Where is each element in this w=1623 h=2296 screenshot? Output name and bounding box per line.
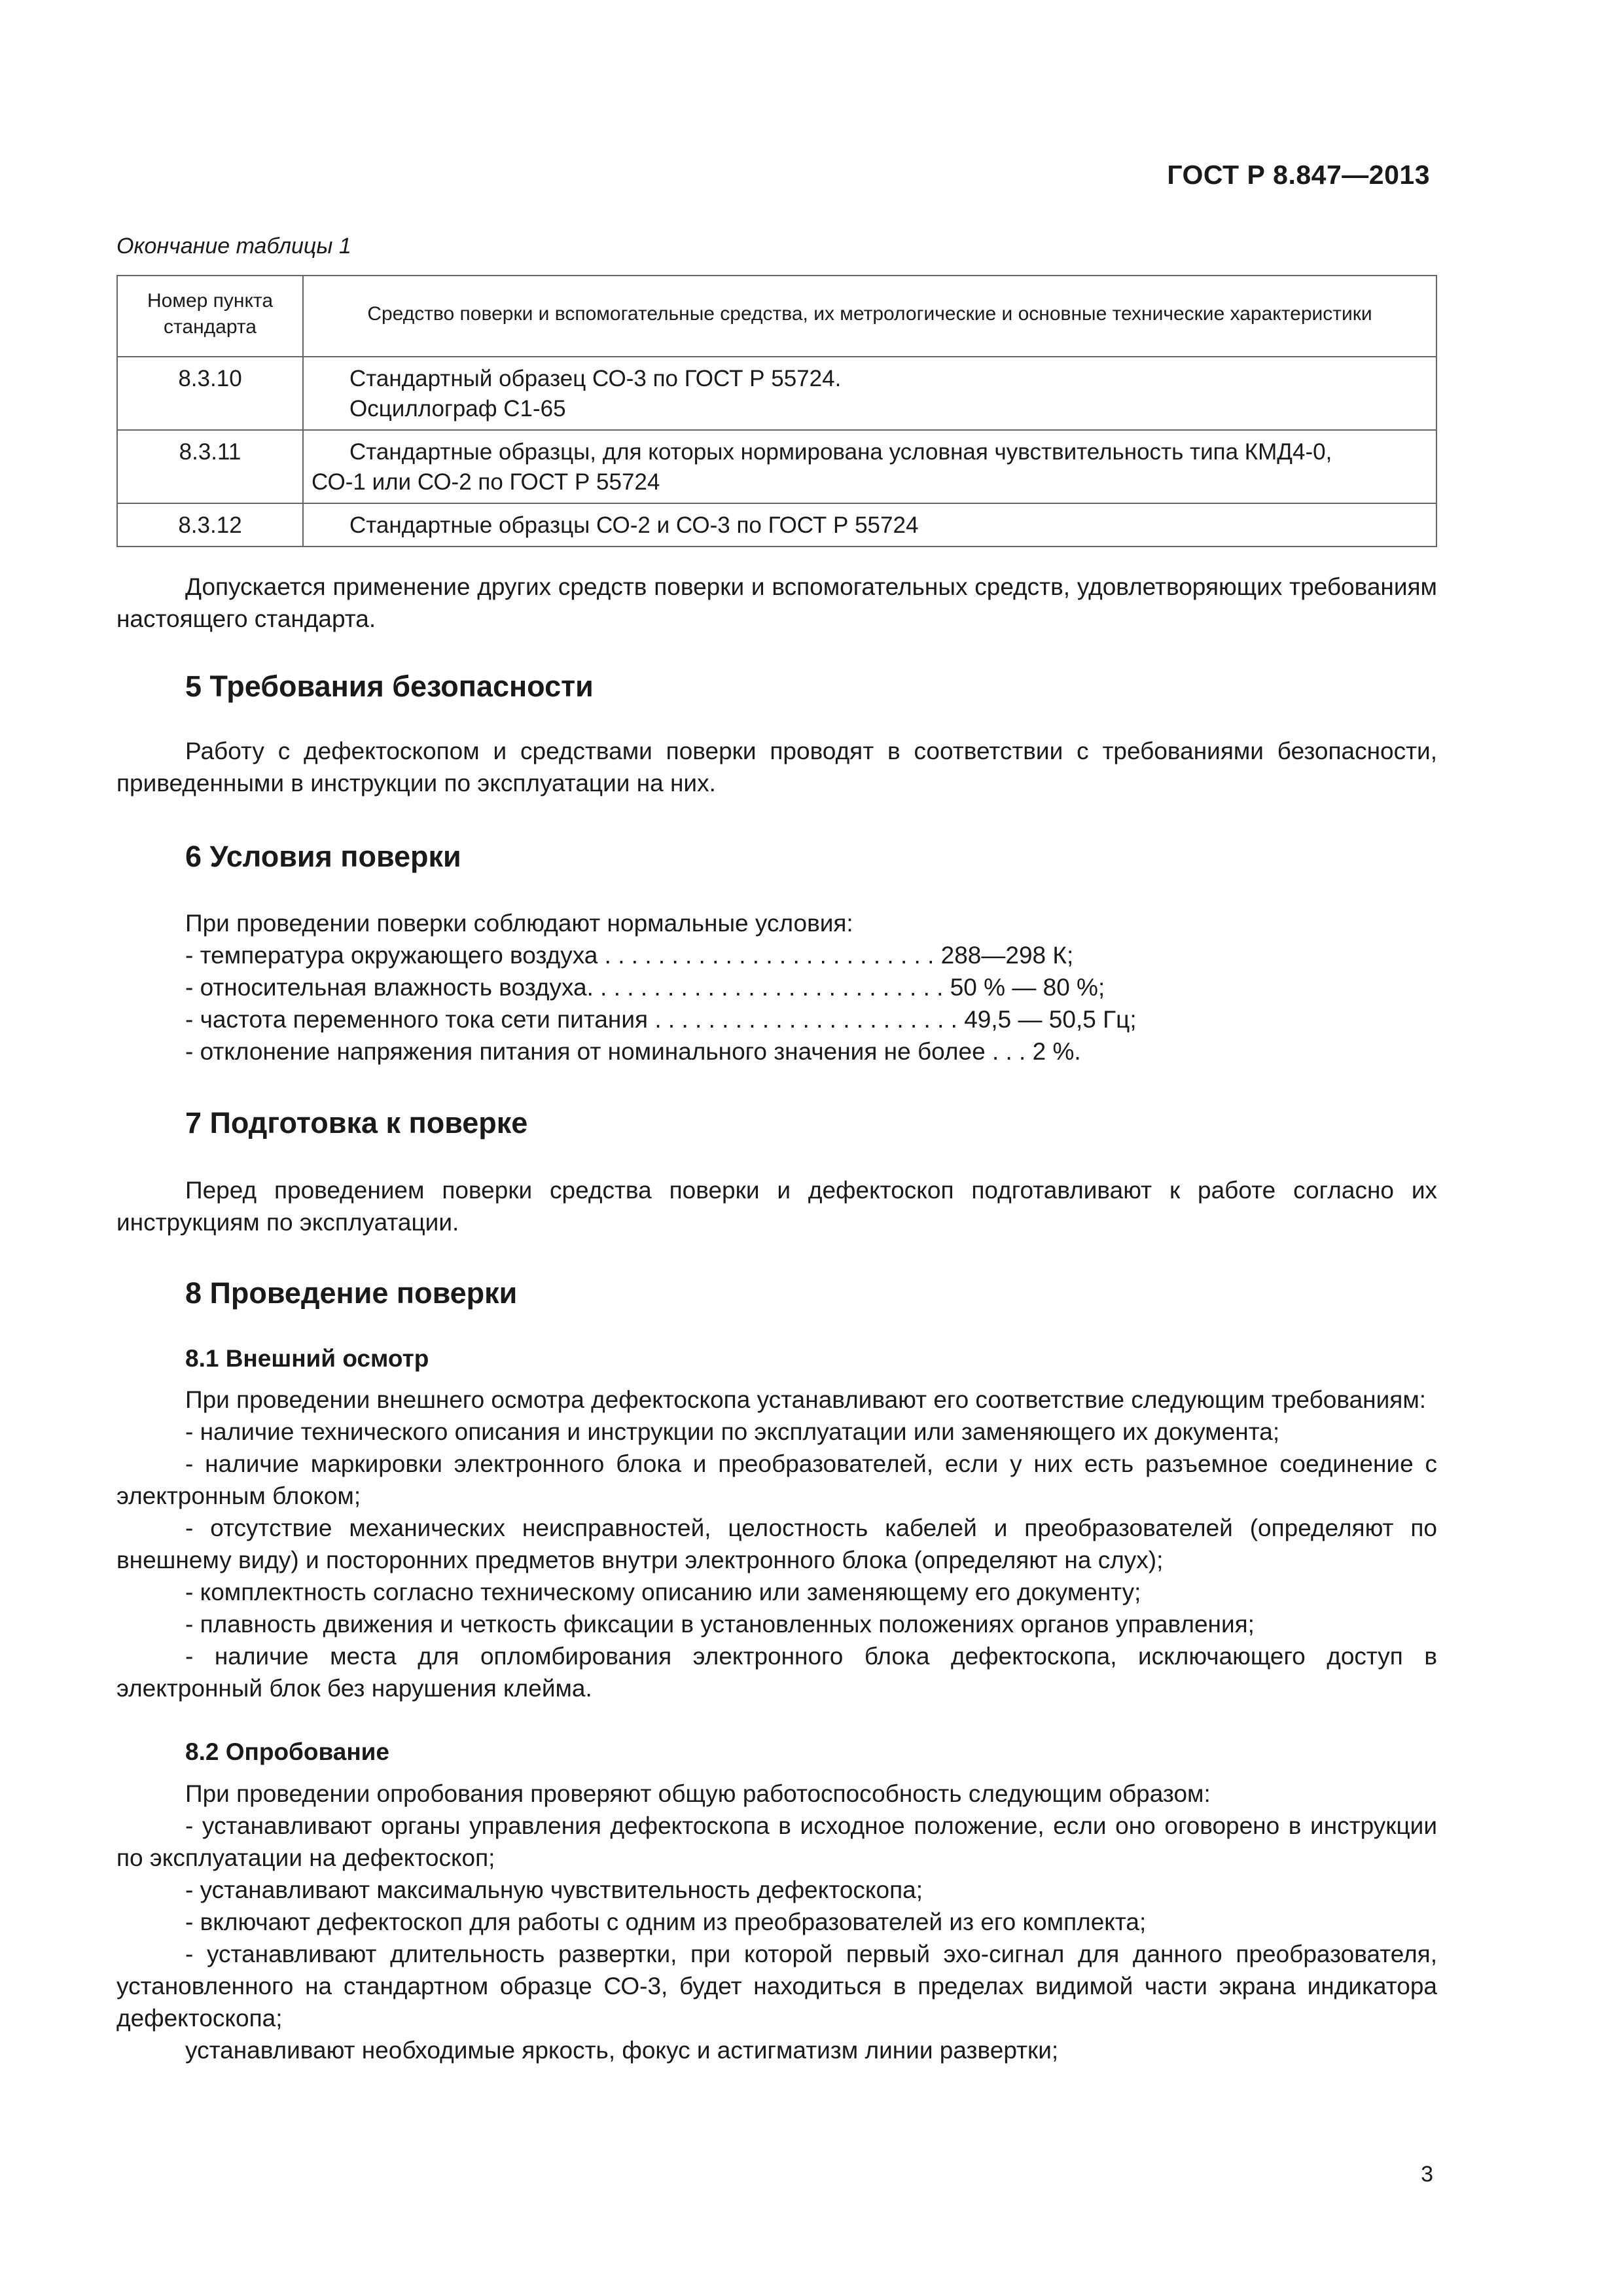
paragraph: При проведении внешнего осмотра дефектоскопа устанавливают его соответствие следующим требованиям:: [185, 1386, 1427, 1413]
subsection-8-1-body: [116, 1384, 1437, 1704]
leader-dots: . . . . . . . . . . . . . . . . . . . . . . . . . . .: [586, 974, 950, 1001]
column-header-tools: Средство поверки и вспомогательные средства, их метрологические и основные технические характеристики: [303, 276, 1436, 357]
section-8-title: 8 Проведение поверки: [185, 1276, 518, 1310]
section-5-body: [116, 735, 1437, 799]
condition-row: [185, 971, 1105, 1003]
table-row: [117, 357, 1436, 430]
list-item: - наличие места для опломбирования электронного блока дефектоскопа, исключающего доступ в электронный блок без нарушения клейма.: [116, 1643, 1437, 1702]
condition-label: - отклонение напряжения питания от номинального значения не более: [185, 1038, 986, 1065]
list-item: - устанавливают максимальную чувствительность дефектоскопа;: [185, 1876, 923, 1903]
condition-value: 49,5 — 50,5 Гц;: [964, 1006, 1137, 1033]
table-cell-line: Осциллограф С1-65: [349, 396, 566, 422]
table-row: [117, 503, 1436, 547]
list-item: - устанавливают органы управления дефектоскопа в исходное положение, если оно оговорено в инструкции по эксплуатации на дефектоскоп;: [116, 1812, 1437, 1871]
subsection-8-2-body: [116, 1778, 1437, 2066]
paragraph: При проведении опробования проверяют общую работоспособность следующим образом:: [185, 1780, 1211, 1807]
leader-dots: . . . . . . . . . . . . . . . . . . . . . . .: [654, 1006, 965, 1033]
condition-label: - температура окружающего воздуха: [185, 942, 598, 969]
table-cell-num: 8.3.11: [117, 430, 303, 503]
list-item: - отсутствие механических неисправностей, целостность кабелей и преобразователей (определяют по внешнему виду) и посторонних предметов внутри электронного блока (определяют на слух);: [116, 1515, 1437, 1573]
subsection-8-1-title: 8.1 Внешний осмотр: [185, 1345, 429, 1372]
list-item: устанавливают необходимые яркость, фокус и астигматизм линии развертки;: [185, 2037, 1059, 2064]
paragraph: Работу с дефектоскопом и средствами поверки проводят в соответствии с требованиями безопасности, приведенными в инструкции по эксплуатации на них.: [116, 738, 1437, 797]
table-cell-line: Стандартный образец СО-3 по ГОСТ Р 55724.: [349, 366, 842, 391]
document-code: ГОСТ Р 8.847—2013: [1167, 160, 1430, 190]
verification-tools-table: [116, 275, 1437, 547]
condition-row: [185, 1035, 1081, 1067]
table-cell-line: Стандартные образцы, для которых нормирована условная чувствительность типа КМД4-0,: [349, 439, 1332, 465]
list-item: - наличие технического описания и инструкции по эксплуатации или заменяющего их документа;: [185, 1418, 1280, 1445]
list-item: - наличие маркировки электронного блока и преобразователей, если у них есть разъемное соединение с электронным блоком;: [116, 1450, 1437, 1509]
table-cell-num: 8.3.10: [117, 357, 303, 430]
table-cell-num: 8.3.12: [117, 503, 303, 547]
table-caption: Окончание таблицы 1: [116, 234, 351, 259]
subsection-8-2-title: 8.2 Опробование: [185, 1738, 390, 1765]
leader-dots: . . .: [991, 1038, 1033, 1065]
list-item: - комплектность согласно техническому описанию или заменяющему его документу;: [185, 1579, 1141, 1605]
leader-dots: . . . . . . . . . . . . . . . . . . . . . . . . .: [604, 942, 935, 969]
note-paragraph: [116, 571, 1437, 635]
section-7-body: [116, 1174, 1437, 1238]
condition-label: - относительная влажность воздуха: [185, 974, 587, 1001]
condition-row: [185, 1003, 1137, 1035]
paragraph: Перед проведением поверки средства поверки и дефектоскоп подготавливают к работе согласно их инструкциям по эксплуатации.: [116, 1177, 1437, 1236]
table-cell-line: Стандартные образцы СО-2 и СО-3 по ГОСТ Р 55724: [349, 512, 919, 538]
condition-label: - частота переменного тока сети питания: [185, 1006, 649, 1033]
condition-value: 50 % — 80 %;: [950, 974, 1105, 1001]
table-cell-line: СО-1 или СО-2 по ГОСТ Р 55724: [312, 469, 660, 495]
paragraph: Допускается применение других средств поверки и вспомогательных средств, удовлетворяющих требованиям настоящего стандарта.: [116, 573, 1437, 632]
section-6-intro: [116, 907, 1437, 939]
condition-value: 2 %.: [1032, 1038, 1081, 1065]
section-5-title: 5 Требования безопасности: [185, 670, 594, 703]
column-header-item-number: Номер пункта стандарта: [117, 276, 303, 357]
list-item: - плавность движения и четкость фиксации в установленных положениях органов управления;: [185, 1611, 1255, 1638]
condition-row: [185, 939, 1073, 971]
condition-value: 288—298 К;: [940, 942, 1074, 969]
table-cell-tools: [303, 430, 1436, 503]
list-item: - включают дефектоскоп для работы с одним из преобразователей из его комплекта;: [185, 1909, 1147, 1935]
table-row: [117, 430, 1436, 503]
table-cell-tools: [303, 357, 1436, 430]
section-6-title: 6 Условия поверки: [185, 840, 461, 873]
section-7-title: 7 Подготовка к поверке: [185, 1106, 528, 1139]
table-header-row: [117, 276, 1436, 357]
page-number: 3: [1421, 2162, 1433, 2187]
list-item: - устанавливают длительность развертки, при которой первый эхо-сигнал для данного преобразователя, установленного на стандартном образце СО-3, будет находиться в пределах видимой части экрана индикатора дефектоскопа;: [116, 1941, 1437, 2032]
table-cell-tools: [303, 503, 1436, 547]
paragraph: При проведении поверки соблюдают нормальные условия:: [185, 910, 853, 937]
